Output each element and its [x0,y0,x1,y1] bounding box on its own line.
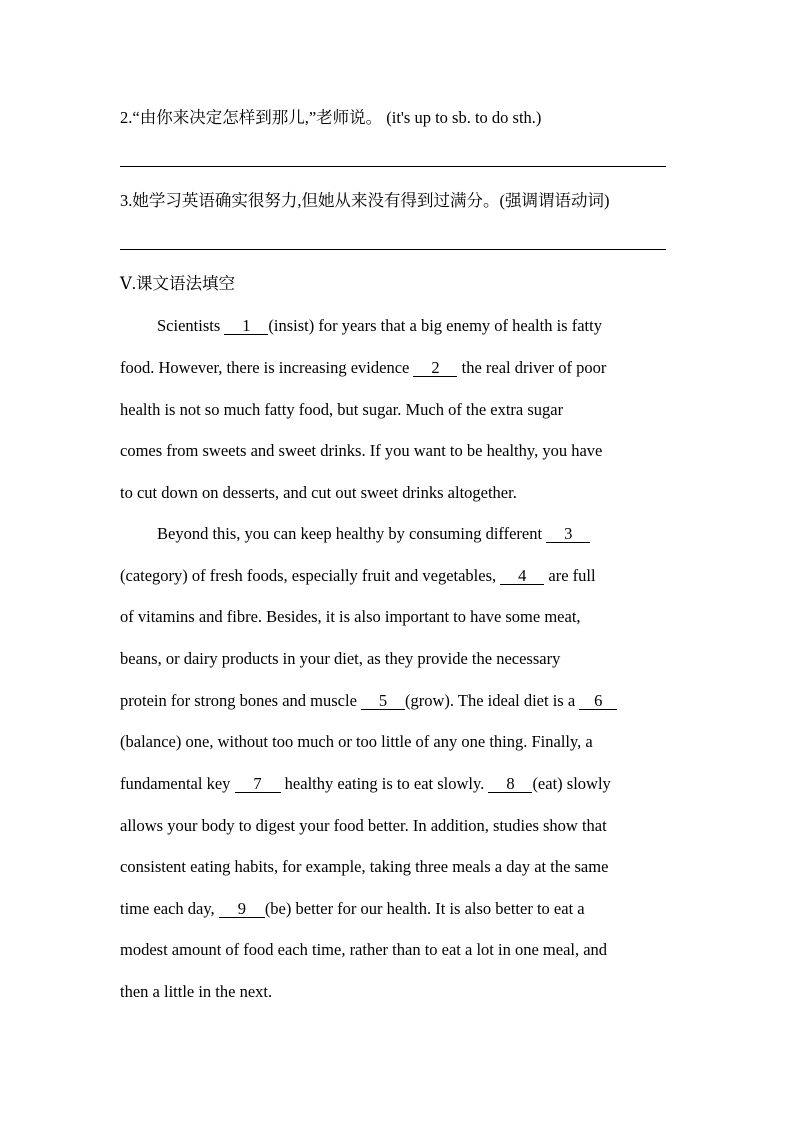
passage-line: to cut down on desserts, and cut out sweet drinks altogether. [120,483,517,502]
passage-line [120,899,585,919]
passage-line: beans, or dairy products in your diet, as they provide the necessary [120,649,561,668]
passage-line [157,316,602,336]
passage-text: protein for strong bones and muscle [120,691,362,710]
passage-line: modest amount of food each time, rather than to eat a lot in one meal, and [120,940,608,959]
blank-8[interactable]: 8 [488,776,532,793]
passage-line: allows your body to digest your food better. In addition, studies show that [120,816,607,835]
blank-9[interactable]: 9 [219,901,265,918]
blank-3[interactable]: 3 [546,526,590,543]
blank-1[interactable]: 1 [224,318,268,335]
passage-text: Scientists [157,316,225,335]
blank-6[interactable]: 6 [579,693,617,710]
passage-line: comes from sweets and sweet drinks. If you want to be healthy, you have [120,441,603,460]
blank-7[interactable]: 7 [235,776,281,793]
blank-2[interactable]: 2 [413,360,457,377]
passage-line [120,566,596,586]
passage-text: (eat) slowly [532,774,611,793]
answer-line-2 [120,166,666,167]
passage-line: then a little in the next. [120,982,273,1001]
passage-text: food. However, there is increasing evidence [120,358,414,377]
passage-text: (category) of fresh foods, especially fruit and vegetables, [120,566,501,585]
blank-5[interactable]: 5 [361,693,405,710]
passage-text: (grow). The ideal diet is a [405,691,580,710]
passage-text: fundamental key [120,774,235,793]
passage-text: (be) better for our health. It is also better to eat a [264,899,585,918]
passage-line [120,358,606,378]
answer-line-3 [120,249,666,250]
passage-text: time each day, [120,899,219,918]
passage-line: health is not so much fatty food, but sugar. Much of the extra sugar [120,400,564,419]
passage-text: the real driver of poor [457,358,607,377]
translation-item-3: 3.她学习英语确实很努力,但她从来没有得到过满分。(强调谓语动词) [120,191,610,210]
passage-line [157,524,590,544]
translation-item-2: 2.“由你来决定怎样到那儿,”老师说。 (it's up to sb. to do sth.) [120,108,542,127]
passage-line: consistent eating habits, for example, taking three meals a day at the same [120,857,609,876]
passage-text: (insist) for years that a big enemy of health is fatty [268,316,602,335]
passage-line: (balance) one, without too much or too little of any one thing. Finally, a [120,732,593,751]
passage-line [120,691,617,711]
passage-text: are full [544,566,596,585]
passage-text: Beyond this, you can keep healthy by consuming different [157,524,547,543]
passage-text: healthy eating is to eat slowly. [280,774,489,793]
passage-line [120,774,611,794]
passage-line: of vitamins and fibre. Besides, it is also important to have some meat, [120,607,581,626]
section-heading: Ⅴ.课文语法填空 [120,274,236,293]
blank-4[interactable]: 4 [500,568,544,585]
